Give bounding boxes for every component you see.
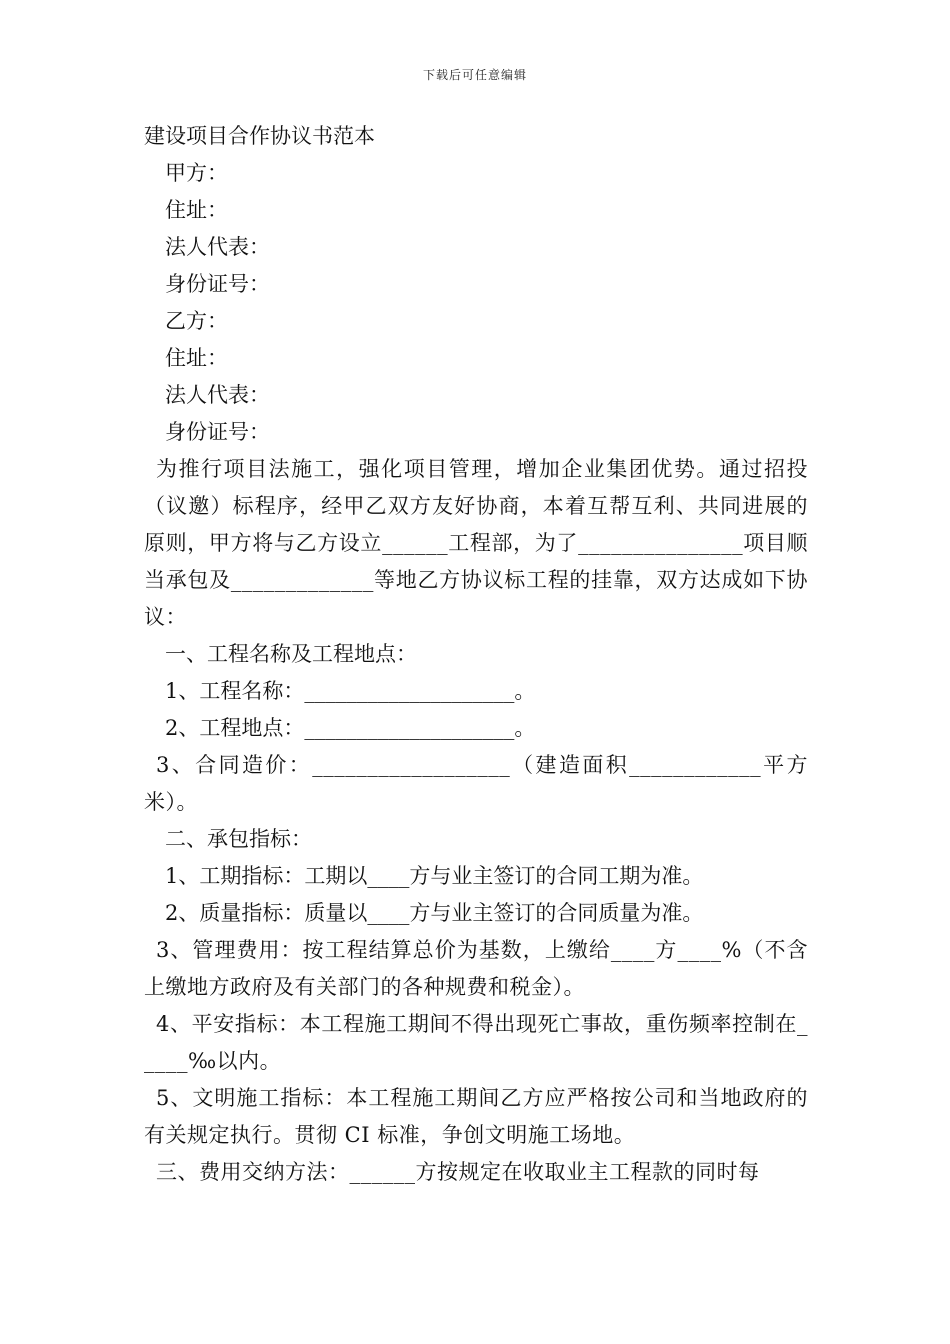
section2-item4: 4、平安指标：本工程施工期间不得出现死亡事故，重伤频率控制在_____‰以内。: [144, 1012, 808, 1073]
party-a-address-label: 住址：: [165, 198, 228, 222]
section1-item2: 2、工程地点：____________________。: [165, 716, 536, 740]
party-a-rep-label: 法人代表：: [165, 235, 270, 259]
party-b-id-label: 身份证号：: [165, 420, 270, 444]
party-b-label: 乙方：: [165, 309, 228, 333]
section2-item5: 5、文明施工指标：本工程施工期间乙方应严格按公司和当地政府的有关规定执行。贯彻 CI 标准，争创文明施工场地。: [144, 1086, 808, 1147]
section3-heading: 三、费用交纳方法：______方按规定在收取业主工程款的同时每: [156, 1160, 760, 1184]
section2-item1: 1、工期指标：工期以____方与业主签订的合同工期为准。: [165, 864, 704, 888]
party-b-address-label: 住址：: [165, 346, 228, 370]
party-a-id-label: 身份证号：: [165, 272, 270, 296]
section1-item1: 1、工程名称：____________________。: [165, 679, 536, 703]
section2-heading: 二、承包指标：: [165, 827, 312, 851]
party-a-label: 甲方：: [165, 161, 228, 185]
party-b-rep-label: 法人代表：: [165, 383, 270, 407]
section2-item2: 2、质量指标：质量以____方与业主签订的合同质量为准。: [165, 901, 704, 925]
document-body: [144, 118, 808, 1191]
document-title: 建设项目合作协议书范本: [144, 124, 375, 148]
section1-heading: 一、工程名称及工程地点：: [165, 642, 417, 666]
header-note: 下载后可任意编辑: [422, 68, 527, 82]
preamble-paragraph: 为推行项目法施工，强化项目管理，增加企业集团优势。通过招投（议邀）标程序，经甲乙双方友好协商，本着互帮互利、共同进展的原则，甲方将与乙方设立______工程部，为了_______________项目顺当承包及_____________等地乙方协议标工程的挂靠，双方达成如下协议：: [144, 457, 808, 629]
section1-item3: 3、合同造价：__________________（建造面积____________平方米）。: [144, 753, 808, 814]
section2-item3: 3、管理费用：按工程结算总价为基数，上缴给____方____%（不含上缴地方政府及有关部门的各种规费和税金）。: [144, 938, 808, 999]
